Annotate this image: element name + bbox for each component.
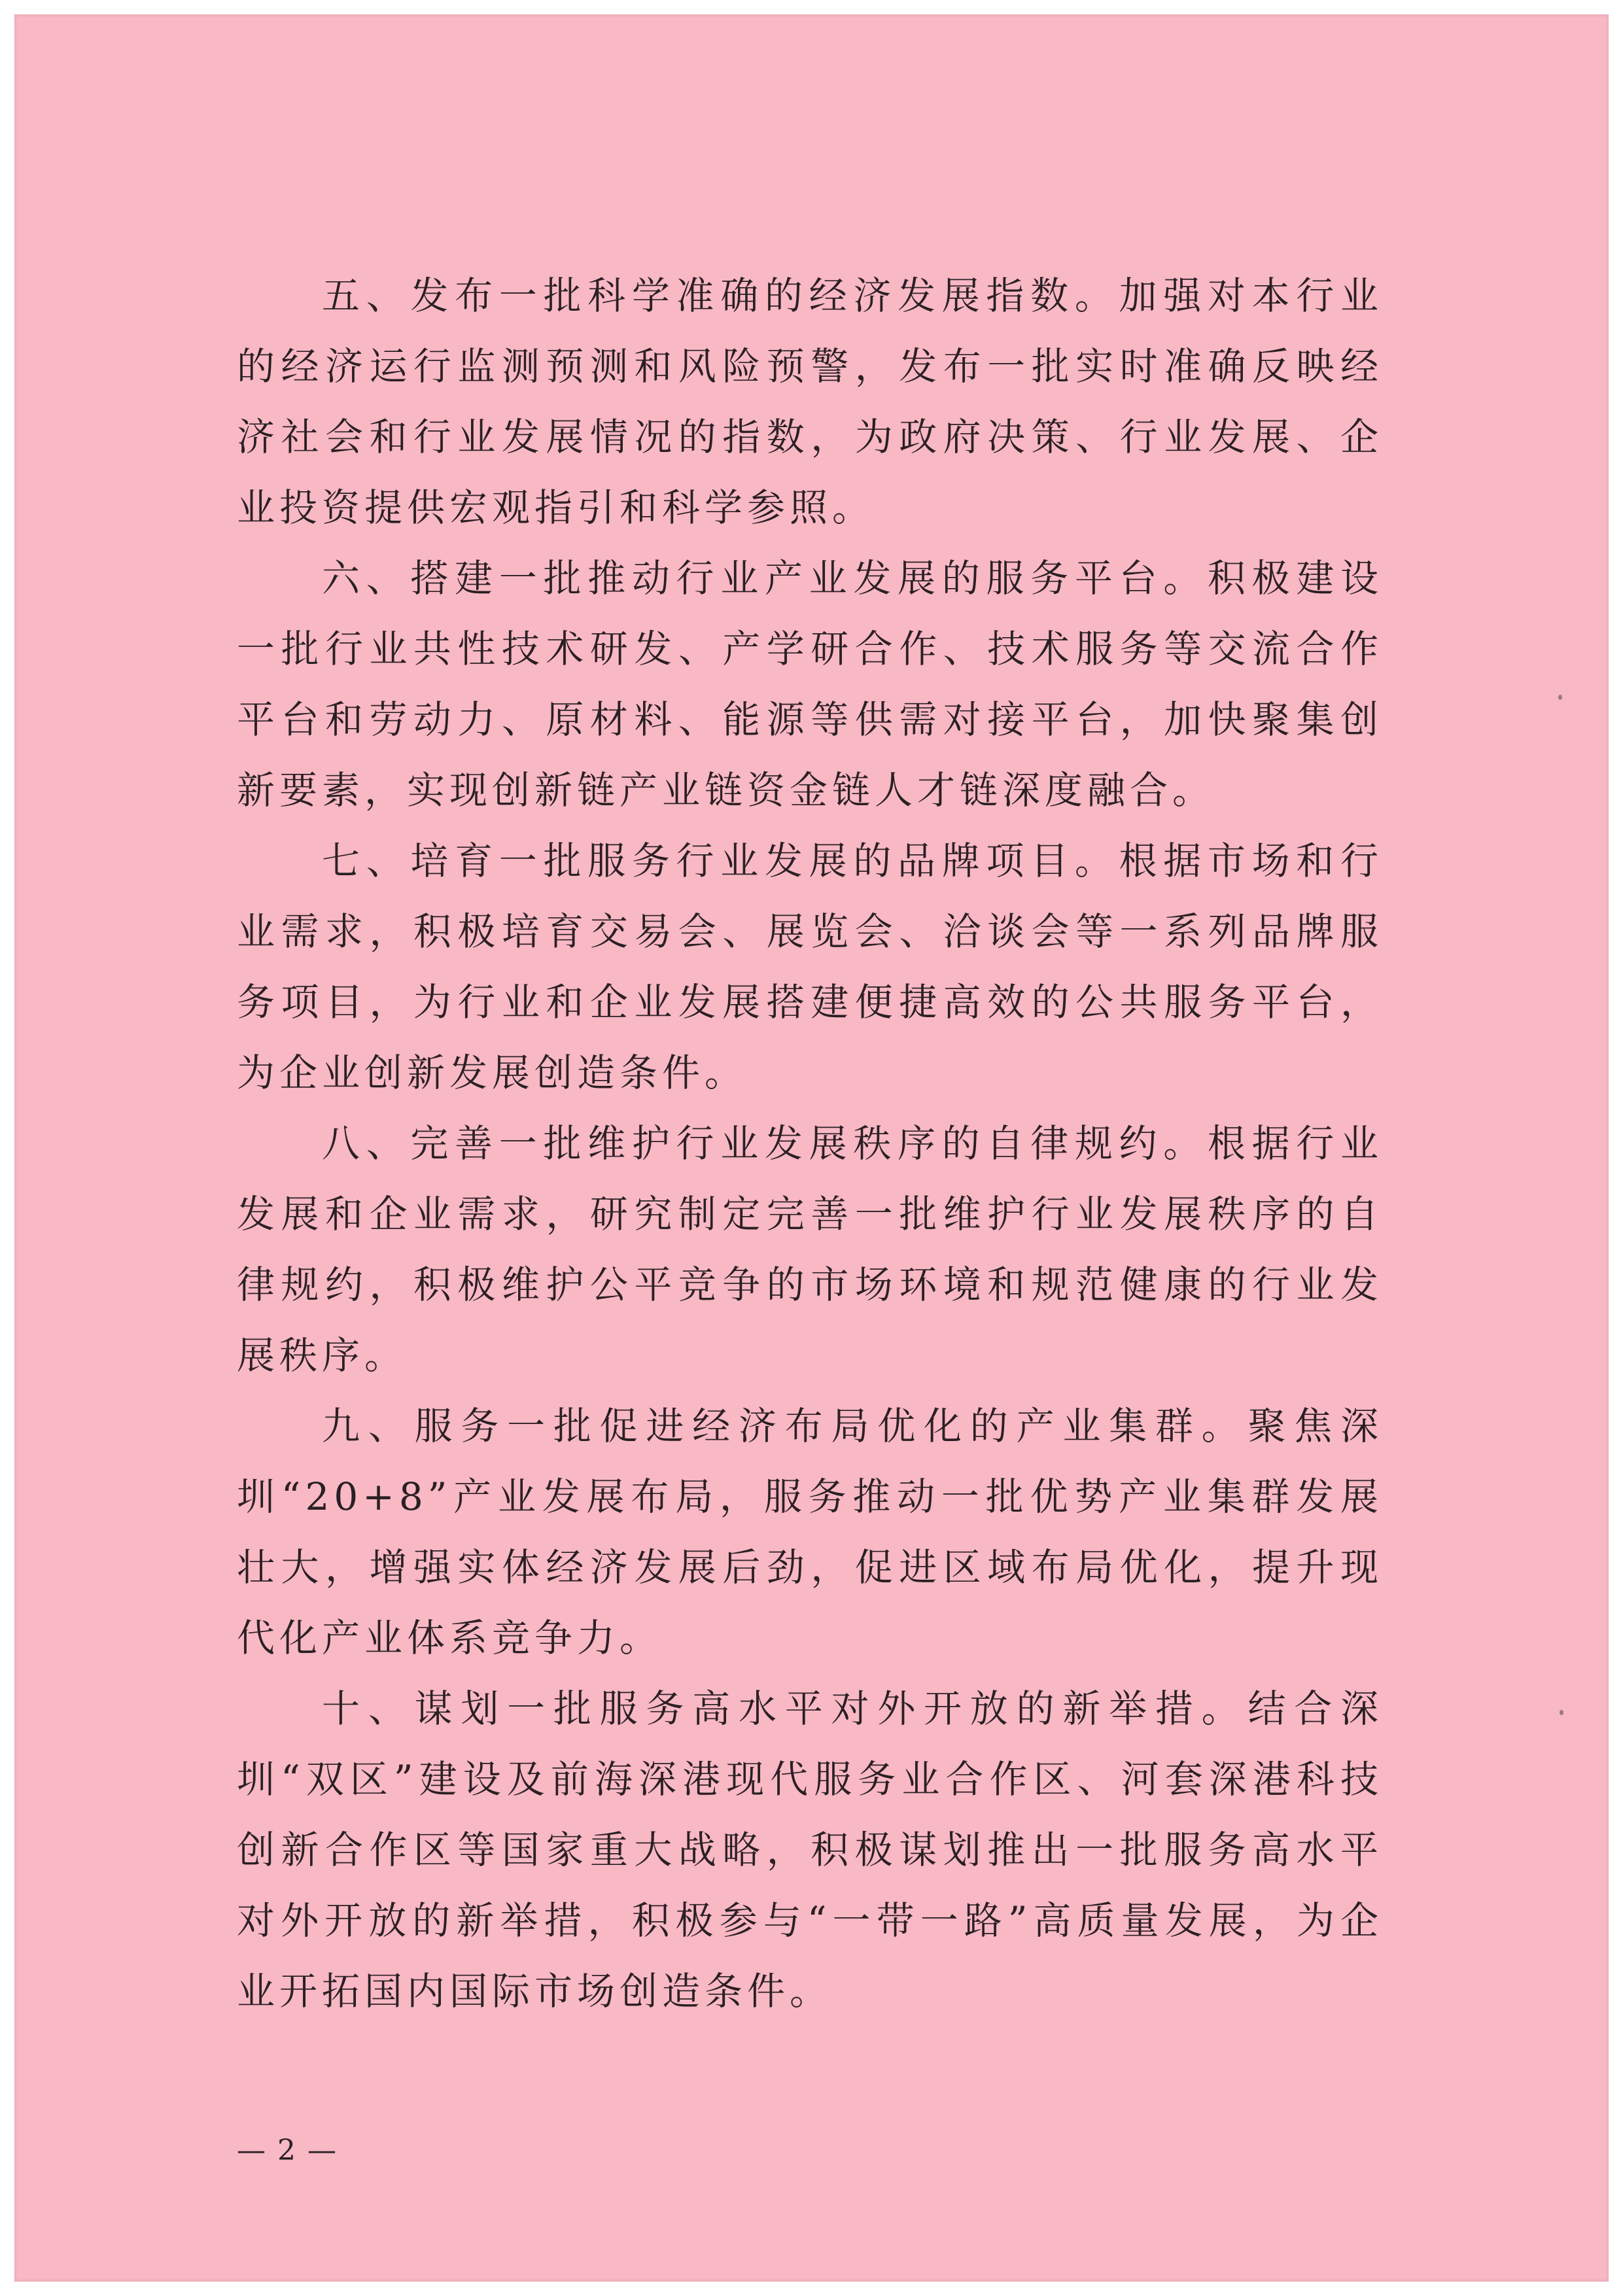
paragraph-10: 十、谋划一批服务高水平对外开放的新举措。结合深圳“双区”建设及前海深港现代服务业合作区、河套深港科技创新合作区等国家重大战略，积极谋划推出一批服务高水平对外开放的新举措，积极参与“一带一路”高质量发展，为企业开拓国内国际市场创造条件。 [237, 1686, 1383, 2013]
page-number: — 2 — [237, 2134, 338, 2167]
paragraph-6: 六、搭建一批推动行业产业发展的服务平台。积极建设一批行业共性技术研发、产学研合作、技术服务等交流合作平台和劳动力、原材料、能源等供需对接平台，加快聚集创新要素，实现创新链产业链资金链人才链深度融合。 [237, 556, 1383, 812]
document-page [14, 14, 1609, 2282]
scan-speck-mark [1560, 1710, 1563, 1715]
paragraph-9: 九、服务一批促进经济布局优化的产业集群。聚焦深圳“20+8”产业发展布局，服务推动一批优势产业集群发展壮大，增强实体经济发展后劲，促进区域布局优化，提升现代化产业体系竞争力。 [237, 1404, 1383, 1660]
paragraph-8: 八、完善一批维护行业发展秩序的自律规约。根据行业发展和企业需求，研究制定完善一批维护行业发展秩序的自律规约，积极维护公平竞争的市场环境和规范健康的行业发展秩序。 [237, 1121, 1383, 1378]
paragraph-7: 七、培育一批服务行业发展的品牌项目。根据市场和行业需求，积极培育交易会、展览会、洽谈会等一系列品牌服务项目，为行业和企业发展搭建便捷高效的公共服务平台，为企业创新发展创造条件。 [237, 839, 1383, 1095]
document-body [237, 260, 1383, 2026]
scan-speck-mark [1558, 695, 1562, 700]
paragraph-5: 五、发布一批科学准确的经济发展指数。加强对本行业的经济运行监测预测和风险预警，发布一批实时准确反映经济社会和行业发展情况的指数，为政府决策、行业发展、企业投资提供宏观指引和科学参照。 [237, 273, 1383, 530]
